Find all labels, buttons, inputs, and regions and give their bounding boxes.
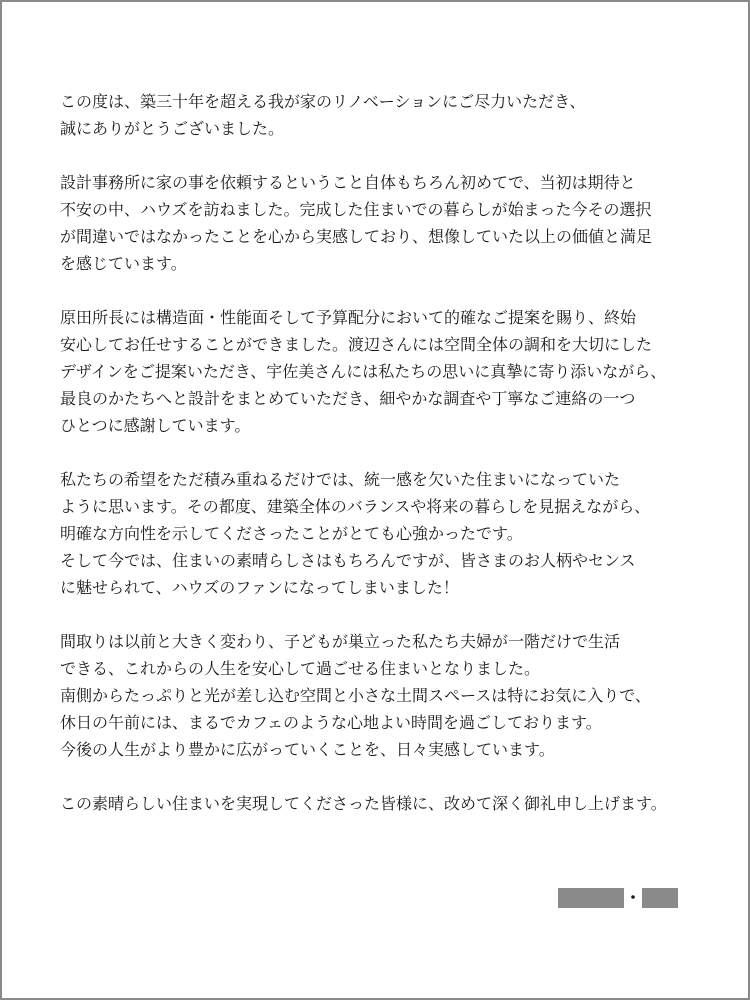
text-line: 安心してお任せすることができました。渡辺さんには空間全体の調和を大切にした	[60, 335, 653, 354]
text-line: を感じています。	[60, 254, 187, 273]
text-line: が間違いではなかったことを心から実感しており、想像していた以上の価値と満足	[60, 227, 653, 246]
text-line: できる、これからの人生を安心して過ごせる住まいとなりました。	[60, 659, 541, 678]
text-line: 間取りは以前と大きく変わり、子どもが巣立った私たち夫婦が一階だけで生活	[60, 632, 621, 651]
redacted-given-name	[642, 888, 678, 908]
text-line: この素晴らしい住まいを実現してくださった皆様に、改めて深く御礼申し上げます。	[60, 794, 667, 813]
paragraph-greeting	[60, 88, 700, 142]
text-line: に魅せられて、ハウズのファンになってしまいました！	[60, 578, 459, 597]
text-line: 今後の人生がより豊かに広がっていくことを、日々実感しています。	[60, 740, 555, 759]
text-line: 南側からたっぷりと光が差し込む空間と小さな土間スペースは特にお気に入りで、	[60, 686, 651, 705]
text-line: 私たちの希望をただ積み重ねるだけでは、統一感を欠いた住まいになっていた	[60, 470, 621, 489]
text-line: 休日の午前には、まるでカフェのような心地よい時間を過ごしております。	[60, 713, 602, 732]
paragraph-staff-thanks	[60, 304, 700, 439]
text-line: ように思います。その都度、建築全体のバランスや将来の暮らしを見据えながら、	[60, 497, 651, 516]
paragraph-new-life	[60, 628, 700, 763]
text-line: 設計事務所に家の事を依頼するということ自体もちろん初めてで、当初は期待と	[60, 173, 636, 192]
paragraph-direction	[60, 466, 700, 601]
text-line: 最良のかたちへと設計をまとめていただき、細やかな調査や丁寧なご連絡の一つ	[60, 389, 636, 408]
letter-body	[60, 88, 700, 844]
text-line: そして今では、住まいの素晴らしさはもちろんですが、皆さまのお人柄やセンス	[60, 551, 636, 570]
signature-separator: ・	[624, 888, 641, 907]
text-line: ひとつに感謝しています。	[60, 416, 251, 435]
text-line: 明確な方向性を示してくださったことがとても心強かったです。	[60, 524, 523, 543]
paragraph-first-impression	[60, 169, 700, 277]
signature-redacted	[558, 888, 678, 908]
text-line: 不安の中、ハウズを訪ねました。完成した住まいでの暮らしが始まった今その選択	[60, 200, 652, 219]
text-line: 原田所長には構造面・性能面そして予算配分において的確なご提案を賜り、終始	[60, 308, 637, 327]
redacted-surname	[558, 888, 624, 908]
text-line: この度は、築三十年を超える我が家のリノベーションにご尽力いただき、	[60, 92, 586, 111]
text-line: デザインをご提案いただき、宇佐美さんには私たちの思いに真摯に寄り添いながら、	[60, 362, 667, 381]
text-line: 誠にありがとうございました。	[60, 119, 285, 138]
paragraph-closing	[60, 790, 700, 817]
